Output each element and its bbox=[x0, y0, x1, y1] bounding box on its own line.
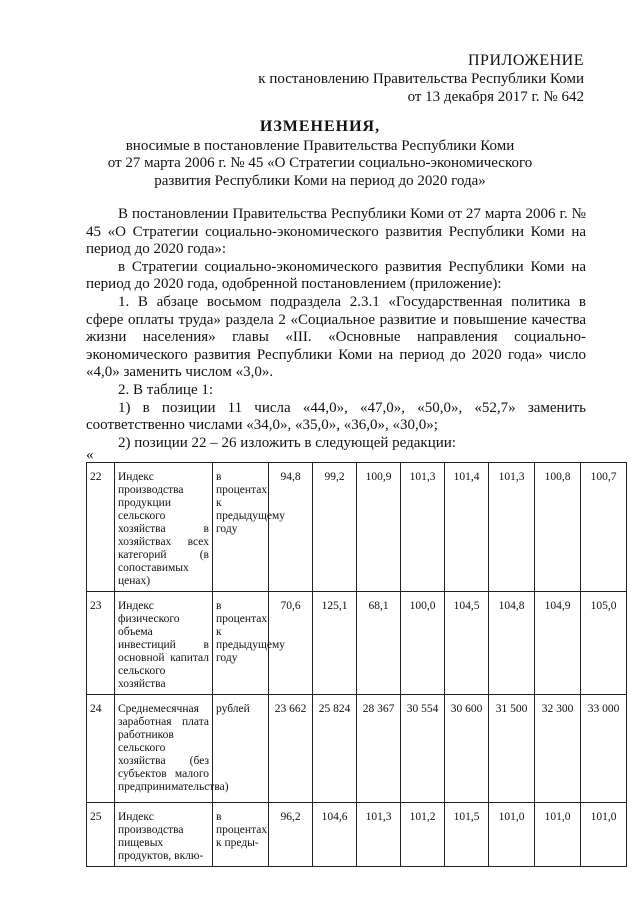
row-indicator-name: Индекс производства пищевых продуктов, вклю- bbox=[115, 803, 213, 867]
table-row bbox=[87, 803, 627, 867]
table-row bbox=[87, 463, 627, 592]
row-value: 101,0 bbox=[581, 803, 627, 867]
table-row bbox=[87, 592, 627, 695]
row-unit: в процентах к преды- bbox=[213, 803, 269, 867]
row-unit: в процентах к предыдущему году bbox=[213, 463, 269, 592]
row-value: 33 000 bbox=[581, 695, 627, 803]
paragraph-2: в Стратегии социально-экономического развития Республики Коми на период до 2020 года, одобренной постановлением (приложение): bbox=[86, 258, 586, 293]
document-body bbox=[86, 206, 586, 452]
row-value: 125,1 bbox=[313, 592, 357, 695]
row-indicator-name: Среднемесячная заработная плата работников сельского хозяйства (без субъектов малого предпринимательства) bbox=[115, 695, 213, 803]
title-line-3: развития Республики Коми на период до 2020 года» bbox=[154, 172, 486, 189]
table-row bbox=[87, 695, 627, 803]
row-value: 101,3 bbox=[489, 463, 535, 592]
row-value: 32 300 bbox=[535, 695, 581, 803]
opening-quote: « bbox=[86, 447, 94, 463]
row-value: 23 662 bbox=[269, 695, 313, 803]
row-value: 101,0 bbox=[535, 803, 581, 867]
row-indicator-name: Индекс производства продукции сельского хозяйства в хозяйствах всех категорий (в сопоставимых ценах) bbox=[115, 463, 213, 592]
row-value: 100,0 bbox=[401, 592, 445, 695]
row-value: 101,4 bbox=[445, 463, 489, 592]
row-position: 24 bbox=[87, 695, 115, 803]
title-line-2: от 27 марта 2006 г. № 45 «О Стратегии социально-экономического bbox=[107, 155, 533, 171]
row-value: 105,0 bbox=[581, 592, 627, 695]
paragraph-4: 2. В таблице 1: bbox=[118, 381, 214, 398]
document-heading: ИЗМЕНЕНИЯ, bbox=[259, 118, 381, 135]
row-value: 104,6 bbox=[313, 803, 357, 867]
title-line-1: вносимые в постановление Правительства Республики Коми bbox=[125, 137, 515, 154]
row-value: 100,8 bbox=[535, 463, 581, 592]
row-value: 104,5 bbox=[445, 592, 489, 695]
appendix-line-1: к постановлению Правительства Республики Коми bbox=[258, 71, 584, 87]
row-value: 100,9 bbox=[357, 463, 401, 592]
paragraph-5: 1) в позиции 11 числа «44,0», «47,0», «50,0», «52,7» заменить соответственно числами «34,0», «35,0», «36,0», «30,0»; bbox=[86, 399, 586, 434]
row-unit: рублей bbox=[213, 695, 269, 803]
row-position: 23 bbox=[87, 592, 115, 695]
paragraph-3: 1. В абзаце восьмом подраздела 2.3.1 «Государственная политика в сфере оплаты труда» раздела 2 «Социальное развитие и повышение качества жизни населения» главы «III. «Основные направления социально-экономического развития Республики Коми на период до 2020 года» число «4,0» заменить числом «3,0». bbox=[86, 293, 586, 381]
row-value: 100,7 bbox=[581, 463, 627, 592]
indicators-table bbox=[86, 462, 627, 867]
row-value: 96,2 bbox=[269, 803, 313, 867]
row-value: 101,5 bbox=[445, 803, 489, 867]
row-position: 22 bbox=[87, 463, 115, 592]
paragraph-6: 2) позиции 22 – 26 изложить в следующей редакции: bbox=[118, 434, 456, 451]
row-unit: в процентах к предыдущему году bbox=[213, 592, 269, 695]
row-value: 101,0 bbox=[489, 803, 535, 867]
appendix-header bbox=[258, 52, 584, 106]
row-value: 70,6 bbox=[269, 592, 313, 695]
row-value: 104,8 bbox=[489, 592, 535, 695]
row-value: 30 600 bbox=[445, 695, 489, 803]
row-value: 101,3 bbox=[401, 463, 445, 592]
row-value: 28 367 bbox=[357, 695, 401, 803]
row-value: 30 554 bbox=[401, 695, 445, 803]
appendix-line-2: от 13 декабря 2017 г. № 642 bbox=[407, 89, 584, 105]
row-value: 25 824 bbox=[313, 695, 357, 803]
appendix-title: ПРИЛОЖЕНИЕ bbox=[467, 52, 584, 69]
row-value: 101,3 bbox=[357, 803, 401, 867]
document-title-block bbox=[0, 118, 640, 190]
row-value: 101,2 bbox=[401, 803, 445, 867]
row-value: 94,8 bbox=[269, 463, 313, 592]
row-position: 25 bbox=[87, 803, 115, 867]
row-indicator-name: Индекс физического объема инвестиций в основной капитал сельского хозяйства bbox=[115, 592, 213, 695]
row-value: 68,1 bbox=[357, 592, 401, 695]
paragraph-1: В постановлении Правительства Республики Коми от 27 марта 2006 г. № 45 «О Стратегии социально-экономического развития Республики Коми на период до 2020 года»: bbox=[86, 206, 586, 258]
row-value: 99,2 bbox=[313, 463, 357, 592]
row-value: 104,9 bbox=[535, 592, 581, 695]
row-value: 31 500 bbox=[489, 695, 535, 803]
